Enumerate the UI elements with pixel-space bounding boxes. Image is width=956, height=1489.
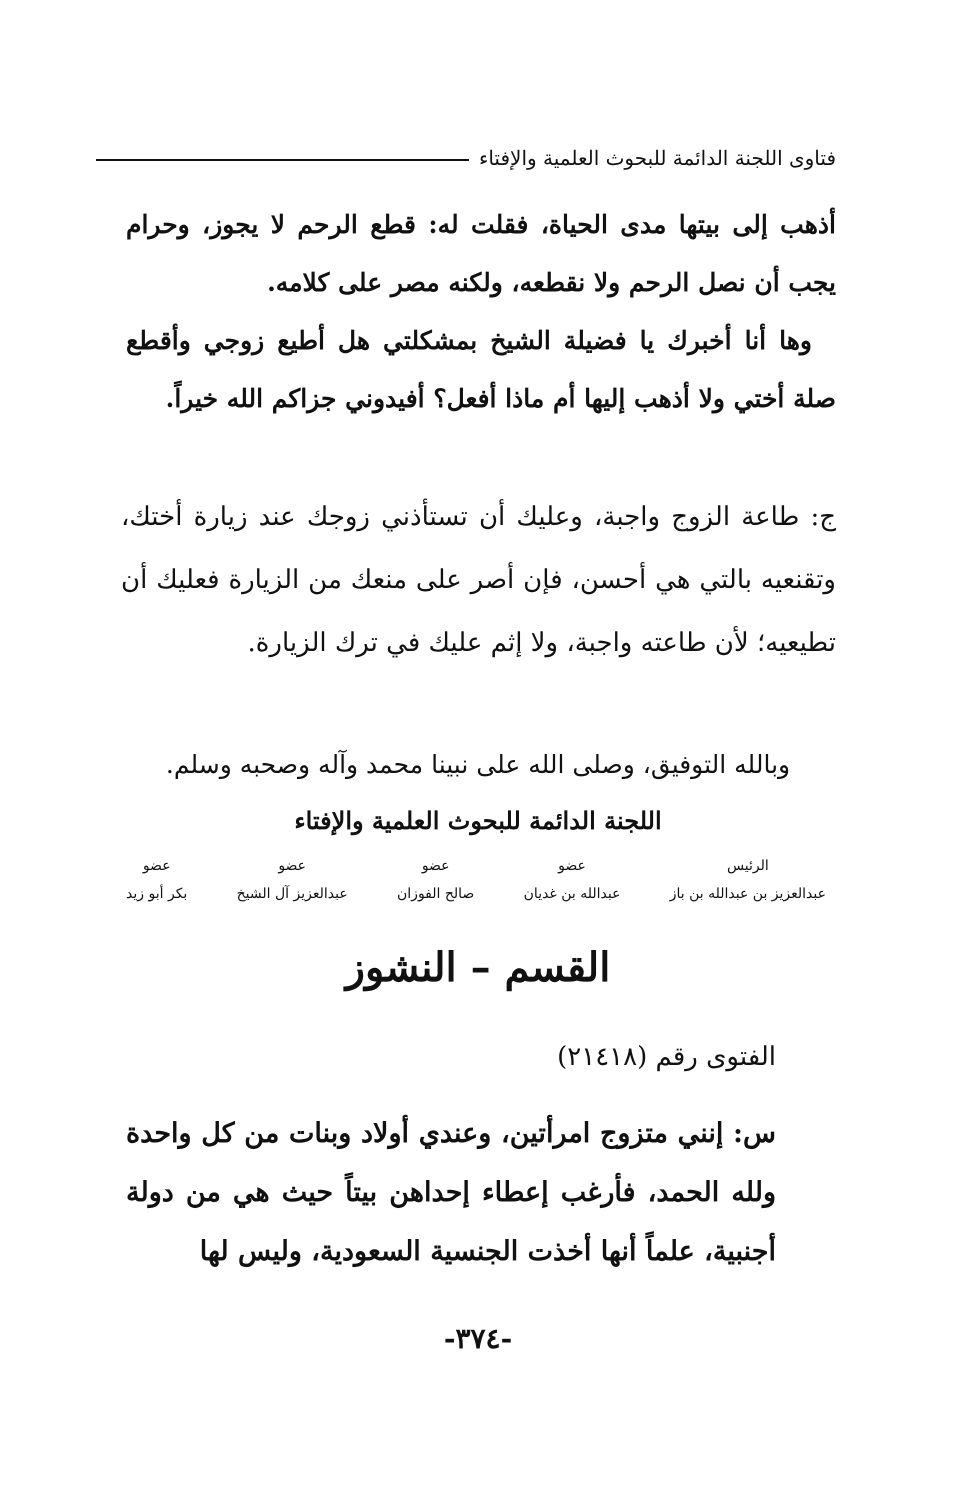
signature-role: عضو: [421, 858, 450, 874]
signature-president: [670, 858, 826, 902]
header-title: فتاوى اللجنة الدائمة للبحوث العلمية والإفتاء: [478, 146, 836, 170]
header-rule: [96, 159, 469, 161]
signature-member: [524, 858, 621, 902]
question-continuation: [126, 196, 836, 428]
signature-name: عبدالعزيز بن عبدالله بن باز: [669, 886, 826, 902]
signature-name: عبدالله بن غديان: [523, 886, 621, 902]
question-paragraph-2-text: وها أنا أخبرك يا فضيلة الشيخ بمشكلتي هل أطيع زوجي وأقطع صلة أختي ولا أذهب إليها أم ماذا أفعل؟ أفيدوني جزاكم الله خيراً.: [126, 326, 836, 413]
fatwa-number: الفتوى رقم (٢١٤١٨): [557, 1042, 776, 1072]
closing-line: وبالله التوفيق، وصلى الله على نبينا محمد وآله وصحبه وسلم.: [165, 750, 791, 779]
signature-name: عبدالعزيز آل الشيخ: [236, 886, 348, 902]
signature-member: [397, 858, 474, 902]
running-header: [96, 138, 836, 178]
signature-role: عضو: [278, 858, 307, 874]
page-number: -٣٧٤-: [443, 1322, 513, 1355]
question-paragraph-new: س: إنني متزوج امرأتين، وعندي أولاد وبنات من كل واحدة ولله الحمد، فأرغب إعطاء إحداهن بيتاً حيث هي من دولة أجنبية، علماً أنها أخذت الجنسية السعودية، وليس لها: [126, 1118, 776, 1267]
signature-name: بكر أبو زيد: [126, 886, 188, 902]
signature-member: [126, 858, 187, 902]
section-title: القسم – النشوز: [345, 944, 611, 991]
signatures: [126, 858, 826, 902]
question-paragraph-2: [126, 312, 836, 428]
signature-role: عضو: [558, 858, 586, 874]
question-paragraph-1: أذهب إلى بيتها مدى الحياة، فقلت له: قطع الرحم لا يجوز، وحرام يجب أن نصل الرحم ولا نقطعه، ولكنه مصر على كلامه.: [126, 210, 836, 297]
signature-role: الرئيس: [726, 858, 769, 874]
signature-role: عضو: [142, 858, 171, 874]
answer-paragraph: ج: طاعة الزوج واجبة، وعليك أن تستأذني زوجك عند زيارة أختك، وتقنعيه بالتي هي أحسن، فإن أصر على منعك من الزيارة فعليك أن تطيعيه؛ لأن طاعته واجبة، ولا إثم عليك في ترك الزيارة.: [121, 502, 836, 658]
signature-name: صالح الفوزان: [397, 886, 475, 902]
committee-title: اللجنة الدائمة للبحوث العلمية والإفتاء: [294, 806, 662, 835]
signature-member: [237, 858, 348, 902]
